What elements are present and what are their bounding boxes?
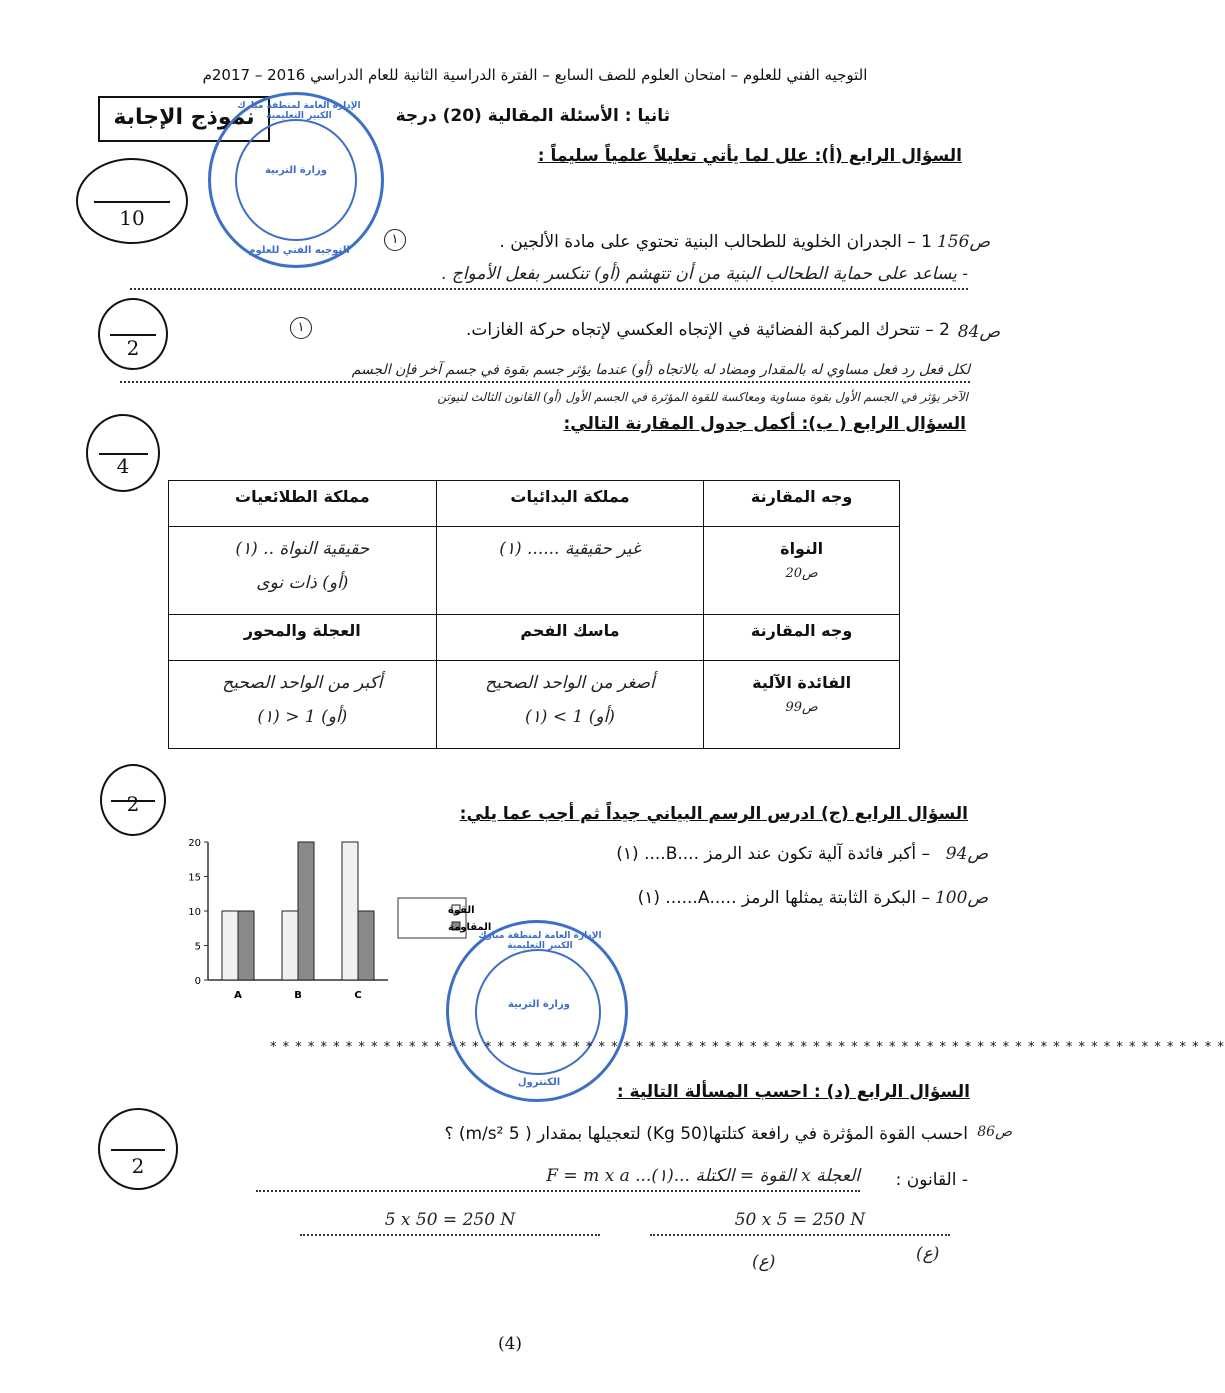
comparison-table xyxy=(168,480,900,749)
cell-answer: غير حقيقية ...... (١) xyxy=(499,539,641,559)
part-a-title: السؤال الرابع (أ): علل لما يأتي تعليلاً علمياً سليماً : xyxy=(537,146,962,166)
official-stamp xyxy=(208,92,384,268)
section-title: ثانيا : الأسئلة المقالية (20) درجة xyxy=(395,106,670,126)
part-d-grade-circle xyxy=(98,1108,178,1190)
question-a1: 1 – الجدران الخلوية للطحالب البنية تحتوي على مادة الألجين . xyxy=(499,232,932,252)
row-label-ma: الفائدة الآلية xyxy=(752,673,852,692)
legend-label: القوة xyxy=(448,905,475,916)
part-b-grade-circle xyxy=(86,414,160,492)
part-c-grade: 2 xyxy=(126,792,140,816)
bar-chart xyxy=(172,832,492,1004)
question-a2-grade-circle xyxy=(98,298,168,370)
y-tick-label: 0 xyxy=(194,976,201,987)
question-a2-grade: 2 xyxy=(126,336,140,360)
question-c2-ref: ص100 xyxy=(934,888,988,908)
table1-header-aspect: وجه المقارنة xyxy=(704,481,900,527)
table2-cell-wheel-axle xyxy=(169,661,437,749)
row-label-nucleus: النواة xyxy=(780,539,824,558)
part-c-title: السؤال الرابع (ج) ادرس الرسم البياني جيداً ثم أجب عما يلي: xyxy=(459,804,968,824)
x-tick-label: A xyxy=(234,990,242,1001)
model-answer-label: نموذج الإجابة xyxy=(98,96,270,142)
bar-B-1 xyxy=(298,842,314,980)
control-stamp xyxy=(446,920,628,1102)
table2-row-label xyxy=(704,661,900,749)
table1-header-protista: مملكة الطلائعيات xyxy=(169,481,437,527)
stamp-center-text: وزارة التربية xyxy=(265,165,327,176)
y-tick-label: 20 xyxy=(188,838,201,849)
bar-C-1 xyxy=(358,911,374,980)
question-c2: – البكرة الثابتة يمثلها الرمز .....A...... (١) xyxy=(637,888,930,908)
table1-cell-protista xyxy=(169,527,437,615)
y-tick-label: 15 xyxy=(188,872,201,884)
answer-a2-line1: لكل فعل رد فعل مساوي له بالمقدار ومضاد له بالاتجاه (أو) عندما يؤثر جسم بقوة في جسم آخر فإن الجسم xyxy=(120,362,970,383)
legend-label: المقاومة xyxy=(448,922,492,933)
part-a-grade: 10 xyxy=(119,206,145,230)
part-d-grade: 2 xyxy=(131,1154,145,1178)
stamp-center-text: وزارة التربية xyxy=(508,999,570,1010)
part-d-title: السؤال الرابع (د) : احسب المسألة التالية : xyxy=(616,1082,970,1102)
cell-answer: حقيقية النواة .. (١) xyxy=(235,539,370,559)
table1-row-label xyxy=(704,527,900,615)
page-number: (4) xyxy=(497,1334,523,1354)
bar-A-0 xyxy=(222,911,238,980)
cell-answer: أكبر من الواحد الصحيح xyxy=(222,673,383,693)
answer-a2-line2: الآخر يؤثر في الجسم الأول بقوة مساوية ومعاكسة للقوة المؤثرة في الجسم الأول (أو) القانون الثالث لنيوتن xyxy=(437,390,968,404)
stamp-top-text: الإدارة العامة لمنطقة مبارك الكبير التعليمية xyxy=(478,931,602,951)
y-tick-label: 10 xyxy=(188,907,201,918)
table1-header-monera: مملكة البدائيات xyxy=(436,481,704,527)
part-a-grade-circle xyxy=(76,158,188,244)
cell-answer-alt: (أو) 1 > (١) xyxy=(525,707,615,727)
calc-mark-1: (ع) xyxy=(916,1244,940,1264)
table1-cell-monera xyxy=(436,527,704,615)
cell-answer: أصغر من الواحد الصحيح xyxy=(485,673,655,693)
stamp-bottom-text: التوجيه الفني للعلوم xyxy=(248,245,350,256)
bar-B-0 xyxy=(282,911,298,980)
cell-answer-alt: (أو) 1 < (١) xyxy=(257,707,348,727)
x-tick-label: B xyxy=(294,990,302,1001)
cell-answer-alt: (أو) ذات نوى xyxy=(256,573,349,593)
row-ref: ص20 xyxy=(785,566,818,581)
part-b-title: السؤال الرابع ( ب): أكمل جدول المقارنة التالي: xyxy=(563,414,966,434)
question-a2-mark xyxy=(290,316,312,339)
question-a1-mark xyxy=(384,228,406,251)
law-answer: F = m x a ...(١)... القوة = الكتلة x العجلة xyxy=(256,1166,860,1192)
stamp-bottom-text: الكنترول xyxy=(517,1077,561,1088)
part-c-grade-circle xyxy=(100,764,166,836)
table2-header-tongs: ماسك الفحم xyxy=(436,615,704,661)
stamp-top-text: الإدارة العامة لمنطقة مبارك الكبير التعليمية xyxy=(237,101,361,121)
bar-A-1 xyxy=(238,911,254,980)
calc-mark-2: (ع) xyxy=(752,1252,776,1272)
law-label: - القانون : xyxy=(895,1170,968,1190)
page-header: التوجيه الفني للعلوم – امتحان العلوم للصف السابع – الفترة الدراسية الثانية للعام الدراسي 2016 – 2017م xyxy=(202,66,868,84)
calc-answer-1: 50 x 5 = 250 N xyxy=(650,1210,950,1236)
question-a1-ref: ص156 xyxy=(936,232,990,252)
bar-C-0 xyxy=(342,842,358,980)
question-c1: – أكبر فائدة آلية تكون عند الرمز ....B.... (١) xyxy=(616,844,930,864)
separator-stars: * * * * * * * * * * * * * * * * * * * * * * * * * * * * * * * * * * * * * * * * * * * * * * * * * * * * * * * * * * * * * * * * * * * * * * * * * * * * xyxy=(270,1040,1225,1055)
table2-cell-tongs xyxy=(436,661,704,749)
question-d-ref: ص86 xyxy=(977,1124,1012,1140)
row-ref: ص99 xyxy=(785,700,818,715)
answer-a1: - يساعد على حماية الطحالب البنية من أن تتهشم (أو) تنكسر بفعل الأمواج . xyxy=(130,264,968,290)
question-a2-ref: ص84 xyxy=(957,322,1000,342)
x-tick-label: C xyxy=(354,990,362,1001)
calc-answer-2: 5 x 50 = 250 N xyxy=(300,1210,600,1236)
y-tick-label: 5 xyxy=(194,941,201,953)
question-c1-ref: ص94 xyxy=(945,844,988,864)
grade-mark: ١ xyxy=(384,229,406,251)
table2-header-aspect: وجه المقارنة xyxy=(704,615,900,661)
question-d: احسب القوة المؤثرة في رافعة كتلتها(50 Kg) لتعجيلها بمقدار ( 5 m/s²) ؟ xyxy=(444,1124,968,1144)
grade-mark: ١ xyxy=(290,317,312,339)
question-a2: 2 – تتحرك المركبة الفضائية في الإتجاه العكسي لإتجاه حركة الغازات. xyxy=(466,320,950,340)
part-b-grade: 4 xyxy=(116,454,130,478)
table2-header-wheel-axle: العجلة والمحور xyxy=(169,615,437,661)
